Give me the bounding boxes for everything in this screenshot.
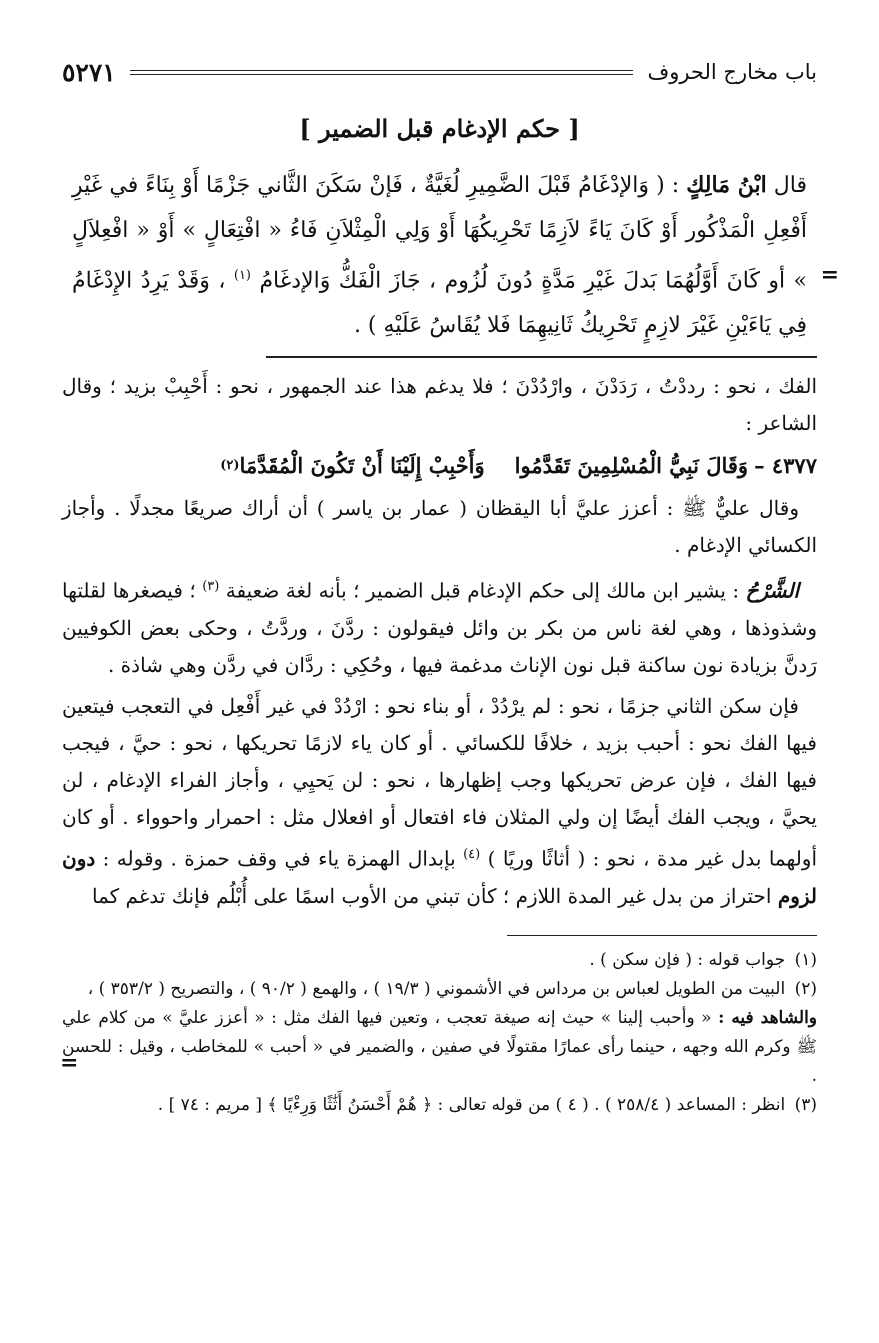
- paragraph-ali: وقال عليٌّ ﷺ : أعزز عليَّ أبا اليقظان ( عمار بن ياسر ) أن أراك صريعًا مجدلًا . وأجاز الكسائي الإدغام .: [62, 496, 817, 558]
- poetry-verse: [62, 444, 817, 488]
- continuation-mark-bottom: =: [60, 1050, 79, 1076]
- footnote-ref-1: (١): [233, 268, 251, 283]
- footnote-text: البيت من الطويل لعباس بن مرداس في الأشموني ( ١٩/٣ ) ، والهمع ( ٩٠/٢ ) ، والتصريح ( ٣٥٣/٢ ) ،: [87, 978, 786, 999]
- verse-number: ٤٣٧٧ –: [754, 453, 817, 479]
- footnote-number: (٢): [794, 978, 817, 999]
- matn-text: [62, 163, 817, 354]
- footnote-separator: [507, 935, 817, 936]
- footnote-number: (٣): [794, 1094, 817, 1115]
- footnote-1: [62, 946, 817, 975]
- matn-body: : ( وَالإدْغَامُ قَبْلَ الضَّمِيرِ لُغَيَّةٌ ، فَإنْ سَكَنَ الثَّاني جَزْمًا أَوْ بِنَاءً في غَيْرِ أَفْعِلِ الْمَذْكُور أَوْ كَانَ يَاءً لاَزِمًا تَحْرِيكُهَا أَوْ وَلِي الْمِثْلاَنِ فَاءُ « افْتِعَالٍ » أَوْ « افْعِلاَلٍ » أو كَانَ أَوَّلُهُمَا بَدلَ غَيْرِ مَدَّةٍ دُونَ لُزُوم ، جَازَ الْفَكُّ وَالإدغَامُ: [72, 173, 807, 294]
- footnote-text: « وأحبب إلينا » حيث إنه صيغة تعجب ، وتعين فيها الفك مثل : « أعزز عليَّ » من كلام علي ﷺ وكرم الله وجهه ، حينما رأى عمارًا مقتولًا في صفين ، والضمير في « أحبب » للمخاطب ، وقيل : للحسن .: [62, 1007, 817, 1086]
- para3-text-1: فإن سكن الثاني جزمًا ، نحو : لم يرْدُدْ ، أو بناء نحو : ارْدُدْ في غير أَفْعِل في التعجب فيتعين فيها الفك نحو : أحبب بزيد ، خلافًا للكسائي . أو كان ياء لازمًا تحريكها ، نحو : حيَّ ، فيجب فيها الفك ، فإن عرض تحريكها وجب إظهارها ، نحو : لن يَحيِي ، وأجاز الفراء الإدغام ، لن يحيَّ ، ويجب الفك أيضًا إن ولي المثلان فاء افتعال أو افعلال مثل : احمرار واحوواء . أو كان أولهما بدل غير مدة ، نحو : ( أثاثًا وريًا ): [62, 693, 818, 871]
- verse-hemistich-2: وَأَحْبِبْ إِلَيْنَا أَنْ تَكُونَ الْمُقَدَّمَا: [239, 453, 485, 479]
- footnote-ref-3: (٣): [202, 579, 220, 595]
- footnote-ref-4: (٤): [463, 846, 481, 862]
- footnote-3-4: [62, 1091, 817, 1120]
- section-title: [ حكم الإدغام قبل الضمير ]: [299, 114, 580, 143]
- footnote-label: والشاهد فيه :: [718, 1007, 818, 1028]
- matn-intro: قال: [773, 173, 807, 198]
- paragraph-sharh: [62, 568, 817, 684]
- footnote-ref-2: (٢): [220, 458, 240, 474]
- para3-bold: دون لزوم: [62, 846, 817, 908]
- footnote-text: جواب قوله : ( فإن سكن ) .: [589, 949, 786, 970]
- para3-text-3: احتراز من بدل غير المدة اللازم ؛ كأن تبني من الأوب اسمًا على أُبْلُم فإنك تدغم كما: [91, 883, 772, 908]
- paragraph-fakk: الفك ، نحو : رددْتُ ، رَدَدْنَ ، وارْدُدْنَ ؛ فلا يدغم هذا عند الجمهور ، نحو : أَحْبِبْ بزيد ؛ وقال الشاعر :: [62, 374, 817, 436]
- matn-body-2: ، وَقَدْ يَرِدُ الإِدْغَامُ فِي يَاءَيْنِ غَيْرَ لازِمٍ تَحْرِيكُ ثَانِيهِمَا فَلا يُقَاسُ عَلَيْهِ ) .: [72, 268, 807, 339]
- footnote-text: انظر : المساعد ( ٢٥٨/٤ ) . ( ٤ ) من قوله تعالى : ﴿ هُمْ أَحْسَنُ أَثَٰثًا وَرِءْيًا ﴾ [ مريم : ٧٤ ] .: [157, 1094, 786, 1115]
- verse-hemistich-1: وَقَالَ نَبِيُّ الْمُسْلِمِينَ تَقَدَّمُوا: [514, 453, 749, 479]
- footnote-number: (١): [794, 949, 817, 970]
- sharh-text-1: : يشير ابن مالك إلى حكم الإدغام قبل الضمير ؛ بأنه لغة ضعيفة: [225, 578, 740, 603]
- author-name: ابْنُ مَالِكٍ: [686, 172, 767, 198]
- running-header: [62, 52, 817, 92]
- para3-text-2: بإبدال الهمزة ياء في وقف حمزة . وقوله :: [102, 846, 456, 871]
- footnote-2-cont: [62, 1004, 817, 1091]
- paragraph-conditions: [62, 688, 817, 915]
- chapter-title: باب مخارج الحروف: [647, 60, 817, 84]
- header-rule: [130, 70, 634, 75]
- page-number: ٥٢٧١: [62, 57, 116, 87]
- sharh-text-2: ؛ فيصغرها لقلتها وشذوذها ، وهي لغة ناس من بكر بن وائل فيقولون : ردَّنَ ، وردَّتُ ، وحكى بعض الكوفيين رَدنَّ بزيادة نون ساكنة قبل نون الإناث مدغمة فيها ، وحُكِي : ردَّان في ردَّن وهي شاذة .: [62, 578, 817, 677]
- footnote-2: [62, 975, 817, 1004]
- footnotes: [62, 946, 817, 1120]
- matn-separator: [266, 356, 817, 358]
- sharh-label: الشَّرْحُ: [745, 578, 800, 603]
- continuation-mark-top: =: [820, 262, 839, 288]
